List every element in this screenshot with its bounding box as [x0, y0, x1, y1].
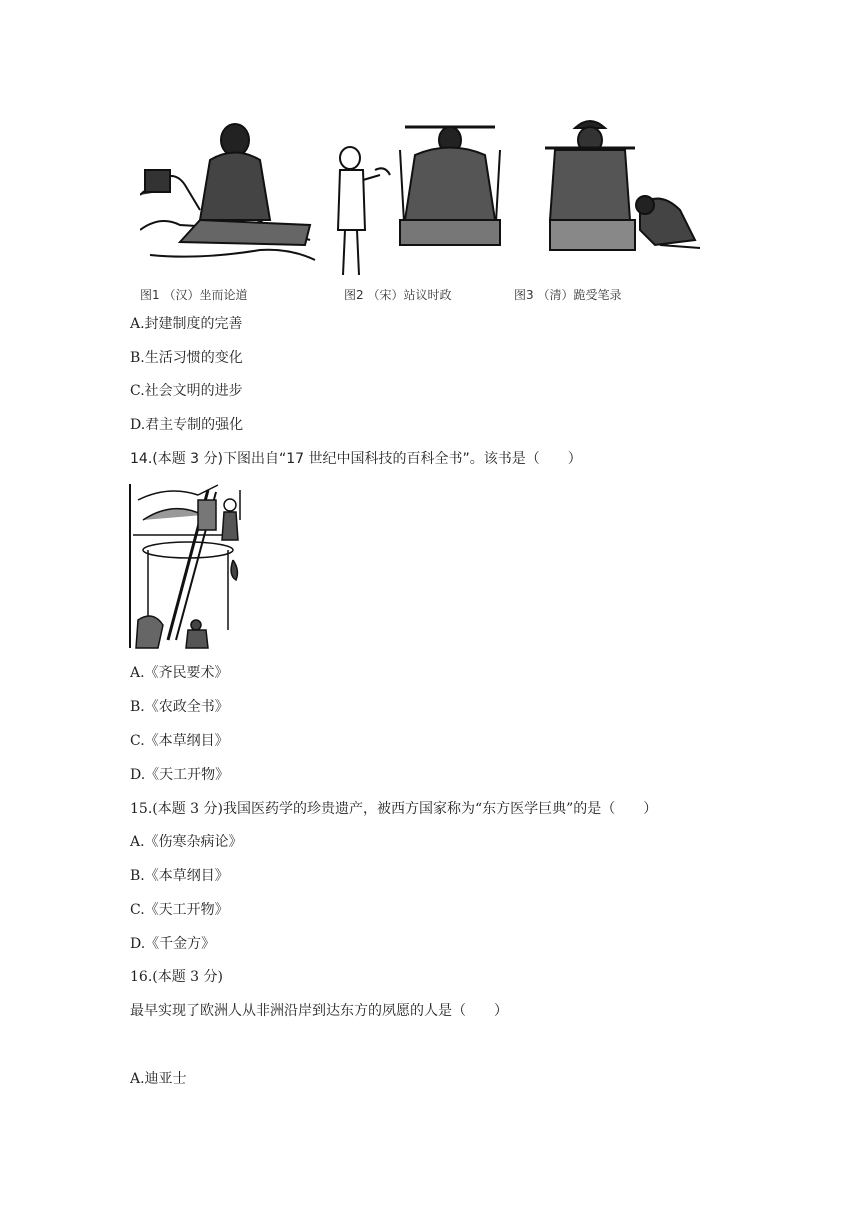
- q13-option-b: B.生活习惯的变化: [130, 350, 243, 366]
- q15-option-b: B.《本草纲目》: [130, 868, 229, 884]
- illustrations-drawing: [140, 110, 700, 280]
- q16-option-a: A.迪亚士: [130, 1071, 187, 1087]
- figure-caption-3: 图3 （清）跪受笔录: [514, 288, 622, 302]
- q16-header: 16.(本题 3 分): [130, 969, 223, 985]
- q15-option-c: C.《天工开物》: [130, 902, 229, 918]
- figure-caption-1: 图1 （汉）坐而论道: [140, 288, 248, 302]
- figure-caption-2: 图2 （宋）站议时政: [344, 288, 452, 302]
- q14-option-a: A.《齐民要术》: [130, 665, 229, 681]
- q16-stem: 最早实现了欧洲人从非洲沿岸到达东方的夙愿的人是（ ）: [130, 1003, 508, 1019]
- tiangong-kaiwu-illustration: [128, 480, 248, 652]
- q14-stem: 14.(本题 3 分)下图出自“17 世纪中国科技的百科全书”。该书是（ ）: [130, 451, 582, 467]
- q13-option-a: A.封建制度的完善: [130, 316, 243, 332]
- q14-option-b: B.《农政全书》: [130, 699, 229, 715]
- q14-option-d: D.《天工开物》: [130, 767, 230, 783]
- song-standing-scene: [338, 127, 500, 275]
- historical-illustrations-figure: [140, 110, 700, 310]
- q15-option-d: D.《千金方》: [130, 936, 216, 952]
- q15-option-a: A.《伤寒杂病论》: [130, 834, 243, 850]
- q13-option-d: D.君主专制的强化: [130, 417, 244, 433]
- han-seated-scene: [140, 124, 315, 260]
- q14-option-c: C.《本草纲目》: [130, 733, 229, 749]
- qing-kneeling-scene: [545, 121, 700, 250]
- q13-option-c: C.社会文明的进步: [130, 383, 243, 399]
- q15-stem: 15.(本题 3 分)我国医药学的珍贵遗产，被西方国家称为“东方医学巨典”的是（ ）: [130, 801, 658, 817]
